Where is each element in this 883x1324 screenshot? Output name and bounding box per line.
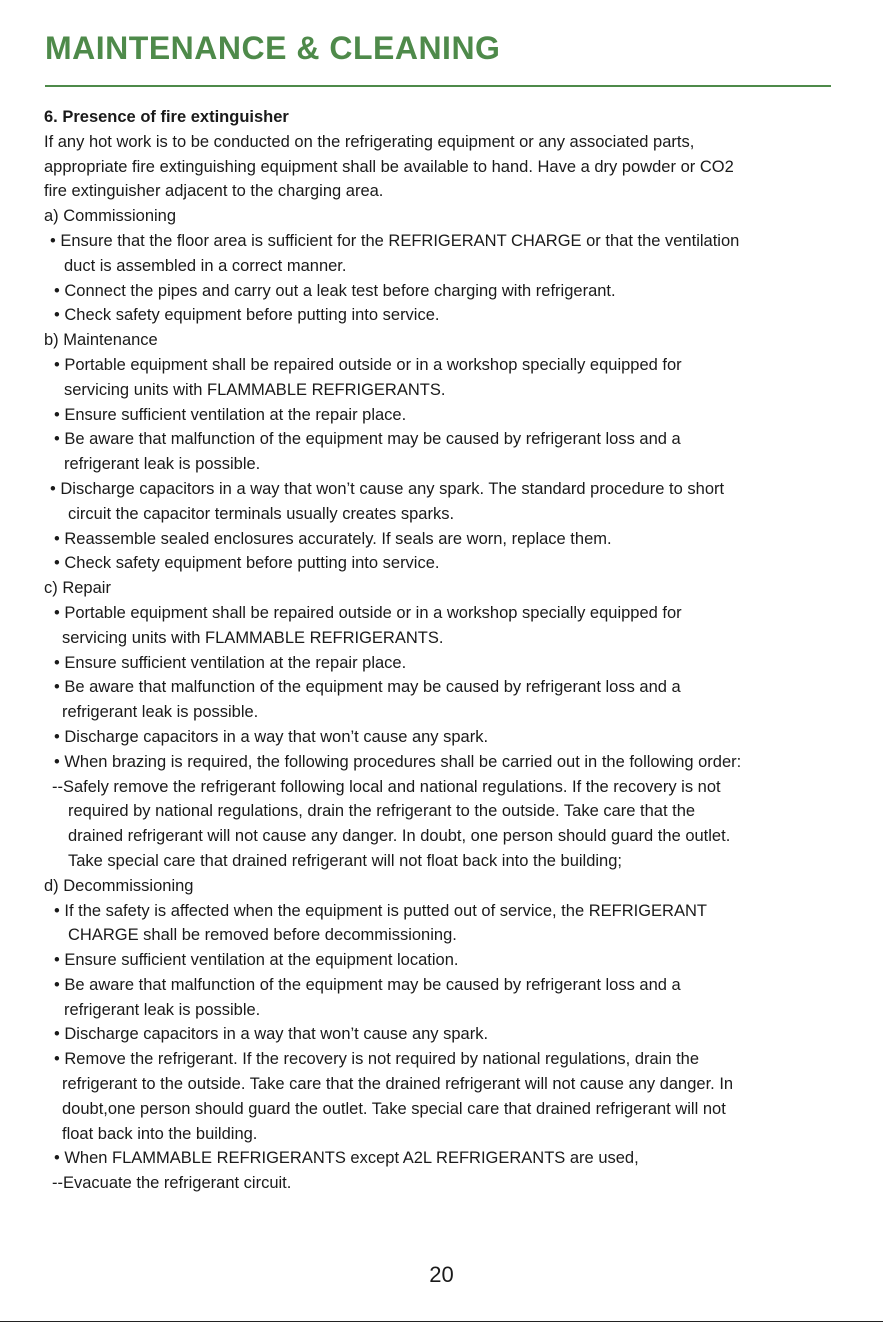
heading-divider <box>45 85 831 87</box>
procedure-line: • Be aware that malfunction of the equipment may be caused by refrigerant loss and a <box>54 975 681 994</box>
procedure-line: servicing units with FLAMMABLE REFRIGERANTS. <box>64 380 446 399</box>
procedure-line: refrigerant leak is possible. <box>64 455 261 474</box>
subsection-heading: b) Maintenance <box>44 331 158 350</box>
section-heading: 6. Presence of fire extinguisher <box>44 108 289 126</box>
page-number: 20 <box>429 1262 454 1287</box>
procedure-line: • Portable equipment shall be repaired outside or in a workshop specially equipped for <box>54 355 682 374</box>
procedure-line: servicing units with FLAMMABLE REFRIGERANTS. <box>62 628 444 647</box>
subsection-heading: c) Repair <box>44 579 111 598</box>
intro-line: fire extinguisher adjacent to the charging area. <box>44 182 384 201</box>
procedure-line: --Safely remove the refrigerant following local and national regulations. If the recovery is not <box>52 777 721 796</box>
procedure-line: • Connect the pipes and carry out a leak test before charging with refrigerant. <box>54 281 616 300</box>
procedure-line: duct is assembled in a correct manner. <box>64 256 347 275</box>
page-bottom-rule <box>0 1321 883 1322</box>
procedure-line: refrigerant leak is possible. <box>62 703 259 722</box>
procedure-line: • Portable equipment shall be repaired outside or in a workshop specially equipped for <box>54 603 682 622</box>
procedure-line: doubt,one person should guard the outlet. Take special care that drained refrigerant will not <box>62 1099 726 1118</box>
page-title: MAINTENANCE & CLEANING <box>45 30 501 66</box>
procedure-line: • Discharge capacitors in a way that won’t cause any spark. <box>54 727 489 746</box>
procedure-line: • Remove the refrigerant. If the recovery is not required by national regulations, drain the <box>54 1050 700 1069</box>
procedure-line: refrigerant to the outside. Take care that the drained refrigerant will not cause any danger. In <box>62 1075 734 1094</box>
procedure-line: • Discharge capacitors in a way that won’t cause any spark. <box>54 1025 489 1044</box>
intro-line: appropriate fire extinguishing equipment shall be available to hand. Have a dry powder or CO2 <box>44 157 734 176</box>
procedure-line: • When FLAMMABLE REFRIGERANTS except A2L REFRIGERANTS are used, <box>54 1149 639 1168</box>
procedure-line: Take special care that drained refrigerant will not float back into the building; <box>68 851 622 870</box>
procedure-line: • Be aware that malfunction of the equipment may be caused by refrigerant loss and a <box>54 430 681 449</box>
procedure-line: • Be aware that malfunction of the equipment may be caused by refrigerant loss and a <box>54 678 681 697</box>
procedure-line: • Ensure sufficient ventilation at the repair place. <box>54 653 407 672</box>
document-body <box>44 105 844 1196</box>
subsection-heading: d) Decommissioning <box>44 876 194 895</box>
procedure-line: refrigerant leak is possible. <box>64 1000 261 1019</box>
intro-line: If any hot work is to be conducted on the refrigerating equipment or any associated parts, <box>44 132 695 151</box>
subsection-heading: a) Commissioning <box>44 207 177 226</box>
procedure-line: --Evacuate the refrigerant circuit. <box>52 1174 292 1193</box>
procedure-line: CHARGE shall be removed before decommissioning. <box>68 926 457 945</box>
procedure-line: float back into the building. <box>62 1124 258 1143</box>
procedure-line: • Check safety equipment before putting into service. <box>54 554 440 573</box>
procedure-line: required by national regulations, drain the refrigerant to the outside. Take care that the <box>68 802 696 821</box>
procedure-line: drained refrigerant will not cause any danger. In doubt, one person should guard the outlet. <box>68 827 731 846</box>
procedure-line: • Reassemble sealed enclosures accurately. If seals are worn, replace them. <box>54 529 612 548</box>
procedure-line: • When brazing is required, the following procedures shall be carried out in the following order: <box>54 752 742 771</box>
procedure-line: • Discharge capacitors in a way that won’t cause any spark. The standard procedure to short <box>50 479 725 498</box>
procedure-line: • Ensure sufficient ventilation at the equipment location. <box>54 951 459 970</box>
procedure-line: • Ensure that the floor area is sufficient for the REFRIGERANT CHARGE or that the ventilation <box>50 231 740 250</box>
procedure-line: • Check safety equipment before putting into service. <box>54 306 440 325</box>
procedure-line: • If the safety is affected when the equipment is putted out of service, the REFRIGERANT <box>54 901 707 920</box>
procedure-list <box>44 204 844 1196</box>
procedure-line: • Ensure sufficient ventilation at the repair place. <box>54 405 407 424</box>
procedure-line: circuit the capacitor terminals usually creates sparks. <box>68 504 455 523</box>
